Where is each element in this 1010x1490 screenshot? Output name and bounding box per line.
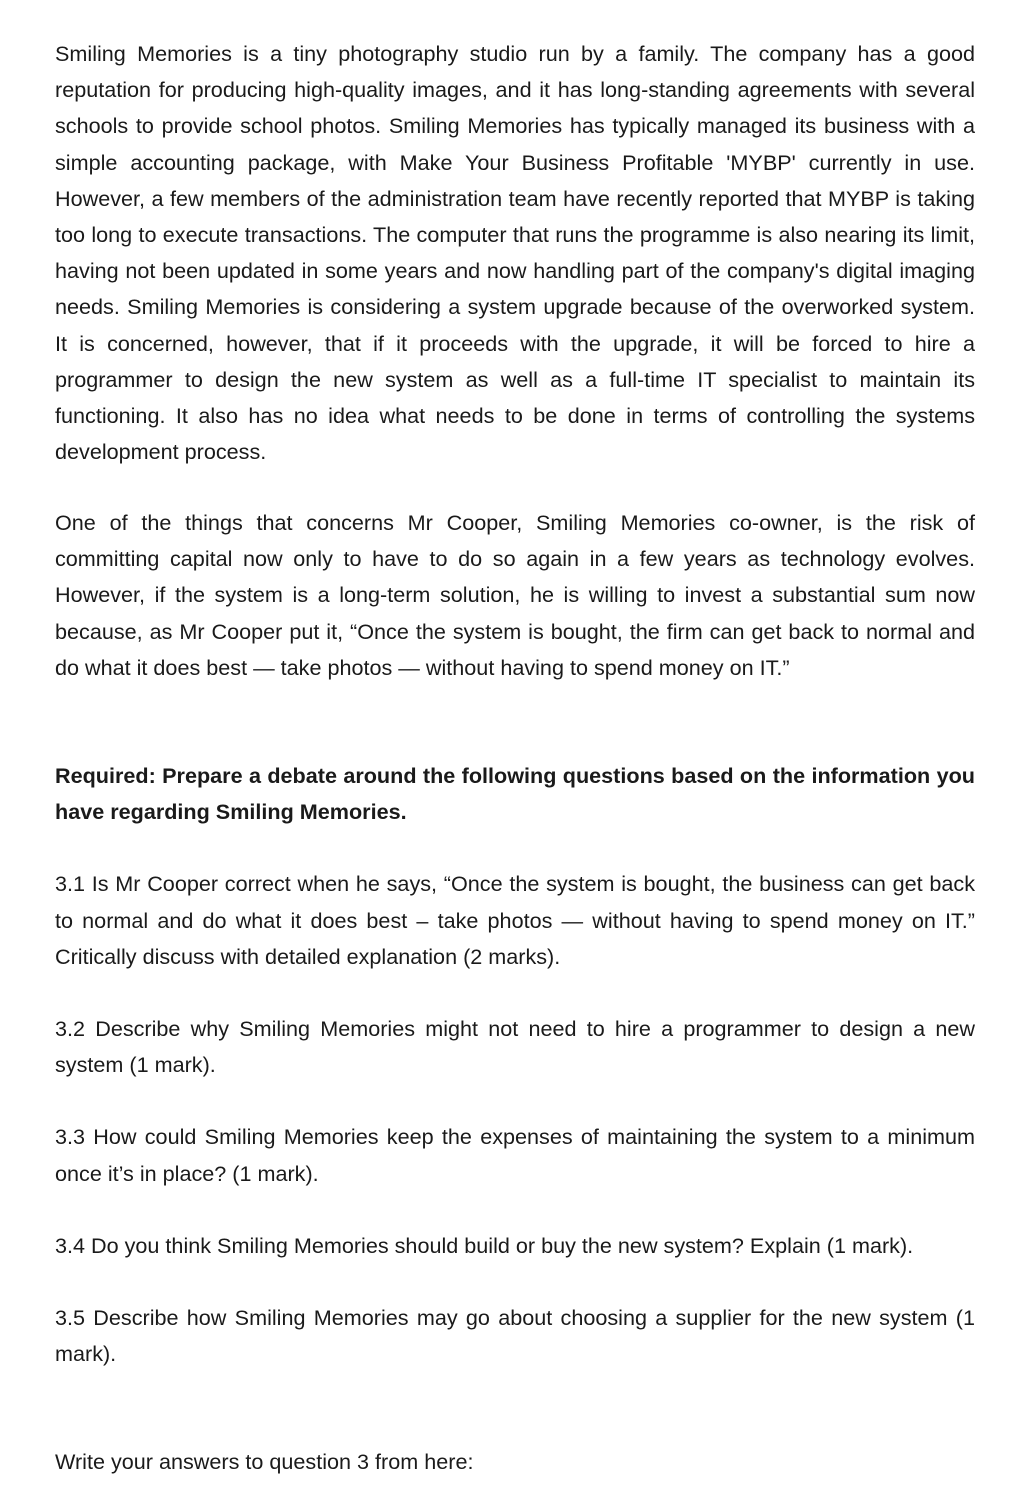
question-3-3: 3.3 How could Smiling Memories keep the expenses of maintaining the system to a minimum once it’s in place? (1 mark). bbox=[55, 1124, 975, 1186]
question-3-2: 3.2 Describe why Smiling Memories might not need to hire a programmer to design a new system (1 mark). bbox=[55, 1016, 975, 1078]
document-page bbox=[55, 36, 975, 1481]
cooper-paragraph: One of the things that concerns Mr Cooper, Smiling Memories co-owner, is the risk of committing capital now only to have to do so again in a few years as technology evolves. However, if the system is a long-term solution, he is willing to invest a substantial sum now because, as Mr Cooper put it, “Once the system is bought, the firm can get back to normal and do what it does best — take photos — without having to spend money on IT.” bbox=[55, 510, 975, 680]
question-3-5: 3.5 Describe how Smiling Memories may go about choosing a supplier for the new system (1 mark). bbox=[55, 1305, 975, 1367]
required-instruction: Required: Prepare a debate around the following questions based on the information you have regarding Smiling Memories. bbox=[55, 763, 975, 825]
question-3-4: 3.4 Do you think Smiling Memories should build or buy the new system? Explain (1 mark). bbox=[55, 1232, 914, 1258]
intro-paragraph: Smiling Memories is a tiny photography studio run by a family. The company has a good reputation for producing high-quality images, and it has long-standing agreements with several schools to provide school photos. Smiling Memories has typically managed its business with a simple accounting package, with Make Your Business Profitable 'MYBP' currently in use. However, a few members of the administration team have recently reported that MYBP is taking too long to execute transactions. The computer that runs the programme is also nearing its limit, having not been updated in some years and now handling part of the company's digital imaging needs. Smiling Memories is considering a system upgrade because of the overworked system. It is concerned, however, that if it proceeds with the upgrade, it will be forced to hire a programmer to design the new system as well as a full-time IT specialist to maintain its functioning. It also has no idea what needs to be done in terms of controlling the systems development process. bbox=[55, 41, 975, 465]
question-3-1: 3.1 Is Mr Cooper correct when he says, “Once the system is bought, the business can get back to normal and do what it does best – take photos — without having to spend money on IT.” Critically discuss with detailed explanation (2 marks). bbox=[55, 871, 975, 969]
answer-prompt: Write your answers to question 3 from here: bbox=[55, 1449, 474, 1475]
